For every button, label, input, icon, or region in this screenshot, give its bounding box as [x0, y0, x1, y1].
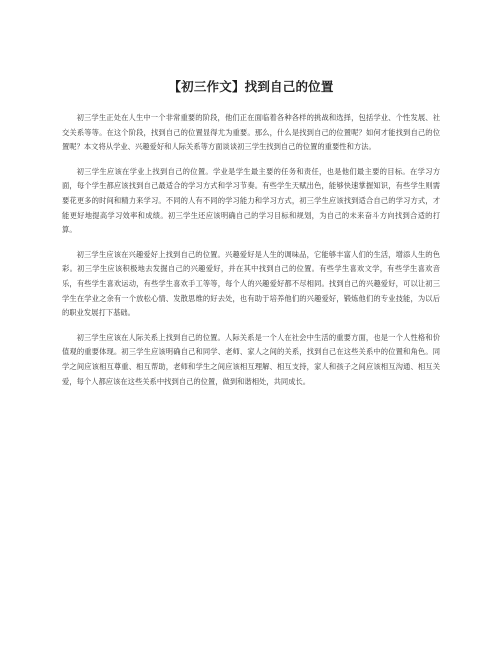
paragraph-academics: 初三学生应该在学业上找到自己的位置。学业是学生最主要的任务和责任，也是他们最主要的目标。在学习方面，每个学生都应该找到自己最适合的学习方式和学习节奏。有些学生天赋出色，能够快速掌握知识，有些学生则需要花更多的时间和精力来学习。不同的人有不同的学习能力和学习方式，初三学生应该找到适合自己的学习方式，才能更好地提高学习效率和成绩。初三学生还应该明确自己的学习目标和规划，为自己的未来奋斗方向找到合适的打算。	[62, 166, 440, 235]
paragraph-intro: 初三学生正处在人生中一个非常重要的阶段，他们正在面临着各种各样的挑战和选择，包括学业、个性发展、社交关系等等。在这个阶段，找到自己的位置显得尤为重要。那么，什么是找到自己的位置呢？如何才能找到自己的位置呢？本文将从学业、兴趣爱好和人际关系等方面谈谈初三学生找到自己的位置的重要性和方法。	[62, 113, 440, 152]
document-body	[62, 111, 440, 399]
document-title: 【初三作文】找到自己的位置	[168, 79, 334, 94]
paragraph-interests: 初三学生应该在兴趣爱好上找到自己的位置。兴趣爱好是人生的调味品，它能够丰富人们的生活，增添人生的色彩。初三学生应该积极地去发掘自己的兴趣爱好，并在其中找到自己的位置。有些学生喜欢文学，有些学生喜欢音乐，有些学生喜欢运动，有些学生喜欢手工等等，每个人的兴趣爱好都不尽相同。找到自己的兴趣爱好，可以让初三学生在学业之余有一个放松心情、发散思维的好去处，也有助于培养他们的兴趣爱好，锻炼他们的专业技能，为以后的职业发展打下基础。	[62, 249, 440, 318]
paragraph-relationships: 初三学生应该在人际关系上找到自己的位置。人际关系是一个人在社会中生活的重要方面，也是一个人性格和价值观的重要体现。初三学生应该明确自己和同学、老师、家人之间的关系，找到自己在这些关系中的位置和角色。同学之间应该相互尊重、相互帮助，老师和学生之间应该相互理解、相互支持，家人和孩子之间应该相互沟通、相互关爱，每个人都应该在这些关系中找到自己的位置，做到和谐相处，共同成长。	[62, 332, 440, 386]
